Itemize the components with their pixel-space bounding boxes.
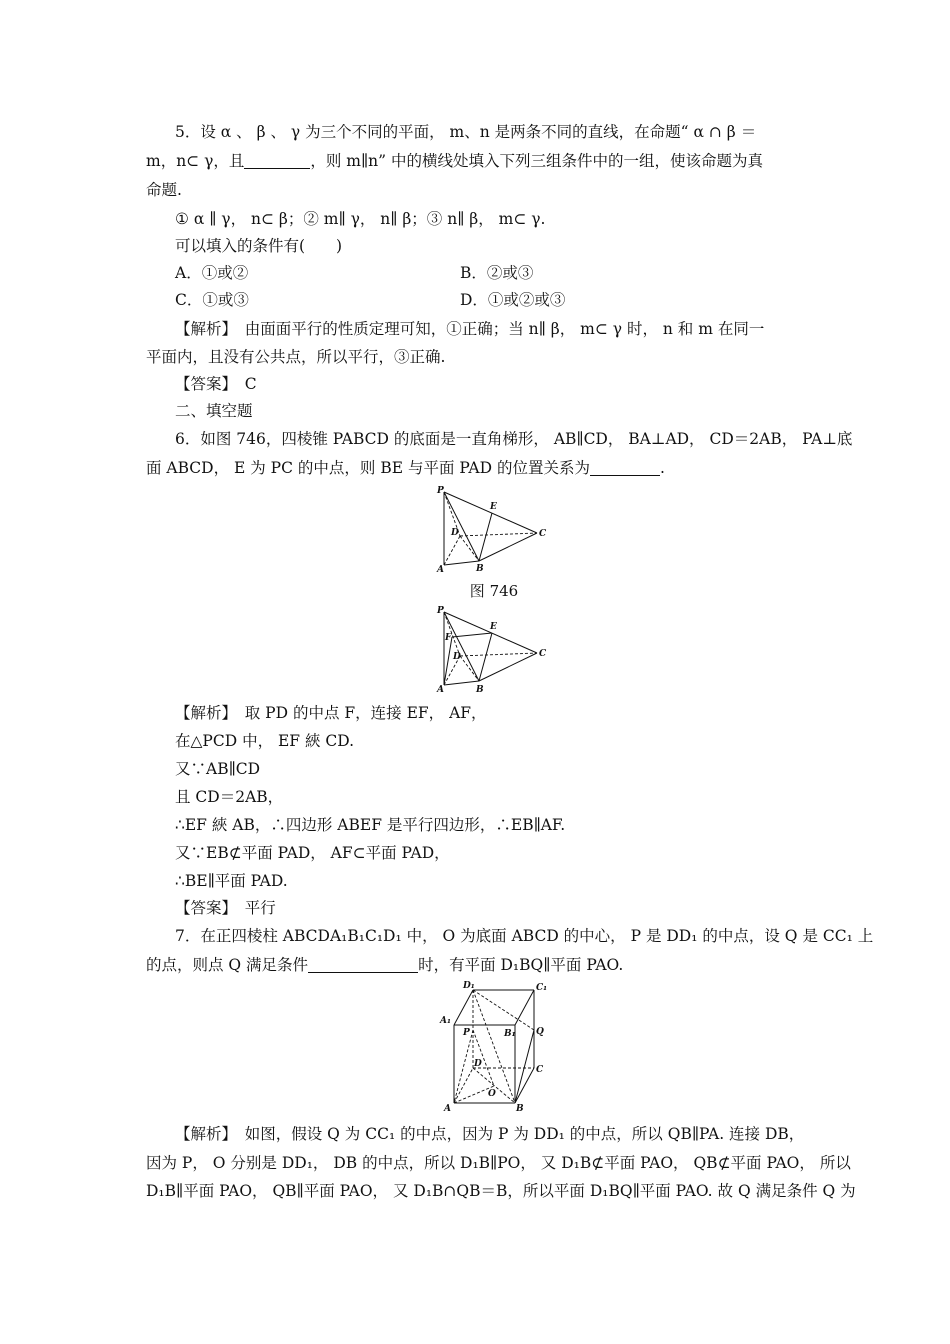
q6-blank xyxy=(590,459,660,476)
label-e: E xyxy=(490,622,497,632)
pyramid-figure-with-f xyxy=(432,604,552,696)
q5-blank xyxy=(244,152,310,169)
q6-analysis-6: ∴BE∥平面 PAD. xyxy=(175,872,288,890)
q7-analysis-line1: 【解析】 如图，假设 Q 为 CC₁ 的中点，因为 P 为 DD₁ 的中点，所以 QB∥PA. 连接 DB， xyxy=(175,1125,805,1143)
label-c: C xyxy=(539,529,547,539)
label-c: C xyxy=(536,1065,544,1075)
label-b: B xyxy=(476,564,484,574)
q5-analysis-line2: 平面内，且没有公共点，所以平行，③正确. xyxy=(146,348,446,366)
q6-analysis-2: 又∵AB∥CD xyxy=(175,760,261,778)
q6-line2-start: 面 ABCD， E 为 PC 的中点，则 BE 与平面 PAD 的位置关系为 xyxy=(146,459,590,477)
label-p: P xyxy=(437,606,444,616)
q5-choice-a: A．①或② xyxy=(175,264,249,282)
label-b: B xyxy=(476,685,484,695)
q7-analysis-line2: 因为 P， O 分别是 DD₁， DB 的中点，所以 D₁B∥PO， 又 D₁B⊄平面 PAO， QB⊄平面 PAO， 所以 xyxy=(146,1154,851,1172)
label-d: D xyxy=(453,652,461,662)
q5-line2-end: ，则 m∥n” 中的横线处填入下列三组条件中的一组，使该命题为真 xyxy=(310,152,763,170)
q6-line2-end: . xyxy=(659,459,665,477)
q7-line2-end: 时，有平面 D₁BQ∥平面 PAO. xyxy=(418,956,624,974)
q5-choice-d: D．①或②或③ xyxy=(460,291,566,309)
q6-analysis-5: 又∵EB⊄平面 PAD， AF⊂平面 PAD， xyxy=(175,844,450,862)
q5-prompt: 可以填入的条件有( ) xyxy=(175,237,343,255)
q5-analysis-line1: 【解析】 由面面平行的性质定理可知，①正确；当 n∥ β， m⊂ γ 时， n 和 m 在同一 xyxy=(175,320,765,338)
q5-line3: 命题. xyxy=(146,181,182,199)
label-d: D xyxy=(474,1059,482,1069)
label-q: Q xyxy=(536,1027,544,1037)
label-a: A xyxy=(437,565,444,574)
q6-analysis-4: ∴EF 綊 AB，∴四边形 ABEF 是平行四边形，∴EB∥AF. xyxy=(175,816,566,834)
q6-line2 xyxy=(146,458,806,478)
label-p: P xyxy=(437,486,444,496)
pyramid-figure xyxy=(432,484,552,574)
prism-figure xyxy=(432,980,552,1114)
label-f: F xyxy=(445,633,452,643)
q5-line2-start: m，n⊂ γ，且 xyxy=(146,152,245,170)
q5-answer: 【答案】 C xyxy=(175,375,257,393)
q6-answer: 【答案】 平行 xyxy=(175,899,276,917)
q6-line1: 6．如图 746，四棱锥 PABCD 的底面是一直角梯形， AB∥CD， BA⊥AD， CD＝2AB， PA⊥底 xyxy=(175,430,853,448)
label-a: A xyxy=(444,1104,451,1114)
label-b1: B₁ xyxy=(504,1029,516,1039)
q6-analysis-3: 且 CD＝2AB， xyxy=(175,788,284,806)
label-c: C xyxy=(539,649,547,659)
label-e: E xyxy=(490,502,497,512)
q5-choice-b: B．②或③ xyxy=(460,264,534,282)
q7-analysis-line3: D₁B∥平面 PAO， QB∥平面 PAO， 又 D₁B∩QB＝B，所以平面 D₁BQ∥平面 PAO. 故 Q 满足条件 Q 为 xyxy=(146,1182,856,1200)
label-c1: C₁ xyxy=(536,983,548,993)
q5-conditions: ① α ∥ γ， n⊂ β；② m∥ γ， n∥ β；③ n∥ β， m⊂ γ. xyxy=(175,210,546,228)
q7-line2 xyxy=(146,955,806,975)
label-a: A xyxy=(437,685,444,695)
label-d: D xyxy=(451,528,459,538)
q5-line2 xyxy=(146,151,806,171)
q7-line2-start: 的点，则点 Q 满足条件 xyxy=(146,956,309,974)
label-o: O xyxy=(488,1089,496,1099)
label-p: P xyxy=(463,1028,470,1038)
q6-analysis-0: 【解析】 取 PD 的中点 F，连接 EF， AF， xyxy=(175,704,487,722)
label-d1: D₁ xyxy=(463,981,475,991)
q7-line1: 7．在正四棱柱 ABCDA₁B₁C₁D₁ 中， O 为底面 ABCD 的中心， P 是 DD₁ 的中点，设 Q 是 CC₁ 上 xyxy=(175,927,874,945)
label-b: B xyxy=(516,1104,524,1114)
q7-blank xyxy=(308,956,418,973)
q5-line1: 5．设 α 、 β 、 γ 为三个不同的平面， m、n 是两条不同的直线，在命题“ α ∩ β ＝ xyxy=(175,123,757,141)
q6-figure-caption: 图 746 xyxy=(469,582,519,600)
q6-analysis-1: 在△PCD 中， EF 綊 CD. xyxy=(175,732,355,750)
label-a1: A₁ xyxy=(440,1016,451,1026)
q5-choice-c: C．①或③ xyxy=(175,291,249,309)
section-fill-blank-title: 二、填空题 xyxy=(175,402,253,420)
